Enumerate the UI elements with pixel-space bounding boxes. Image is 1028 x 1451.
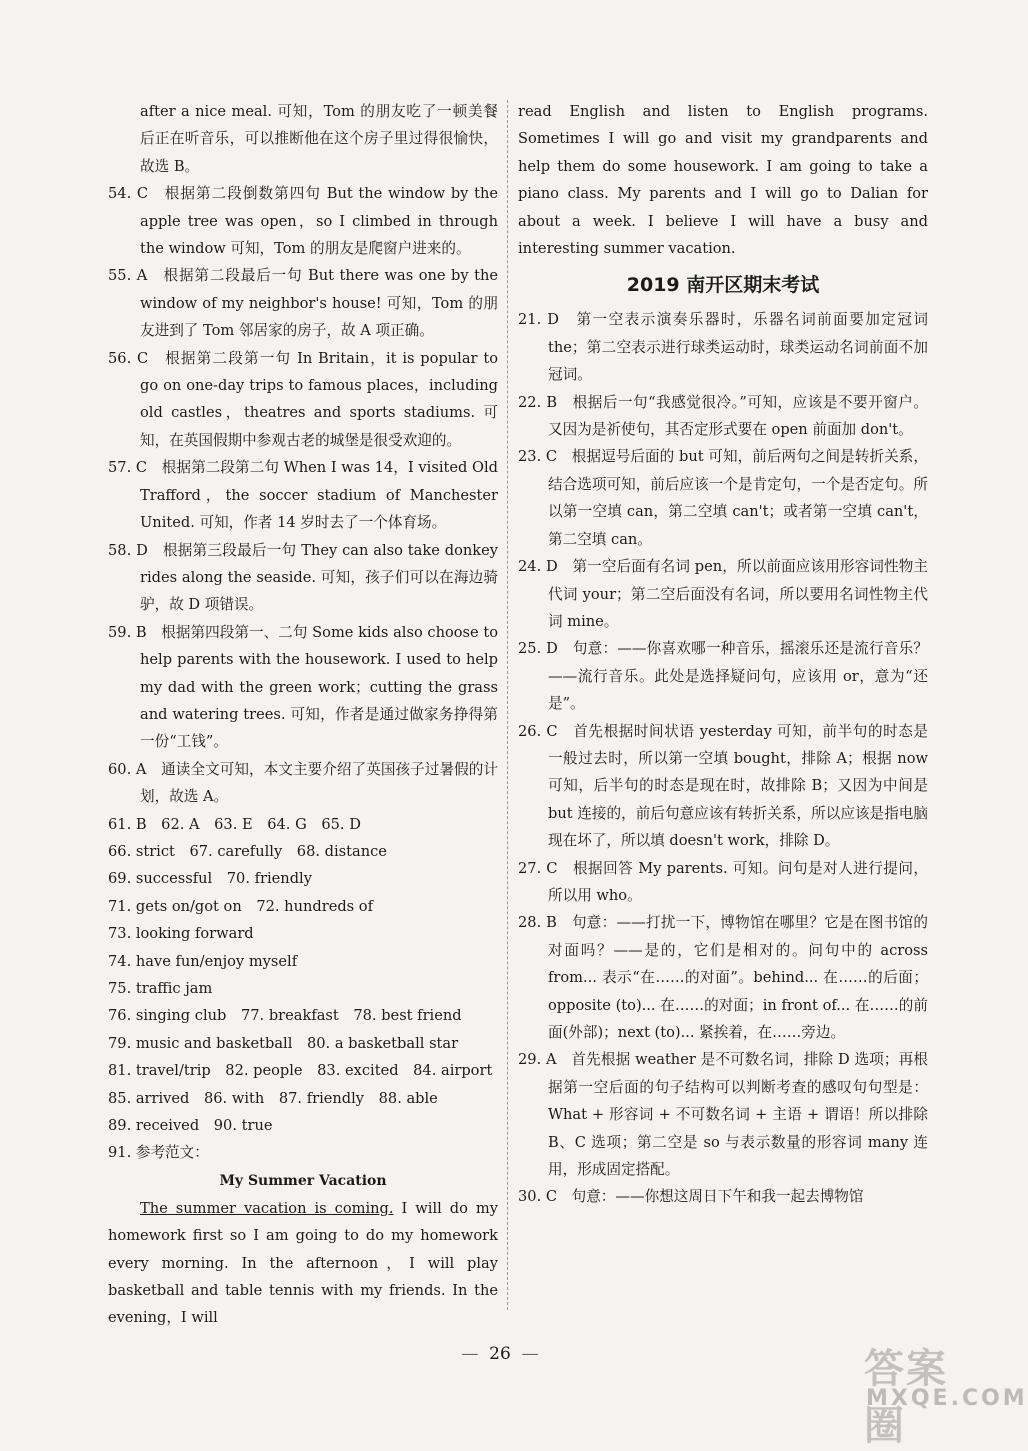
answer-item: 23. C 根据逗号后面的 but 可知，前后两句之间是转折关系，结合选项可知，前后应该一个是肯定句，一个是否定句。所以第一空填 can，第二空填 can't；或者第一空填 can't，第二空填 can。: [518, 448, 928, 548]
essay-underlined-sentence: The summer vacation is coming.: [140, 1199, 394, 1217]
answer-item: 28. B 句意：——打扰一下，博物馆在哪里？它是在图书馆的对面吗？——是的，它们是相对的。问句中的 across from... 表示“在……的对面”。behind... 在……的后面；opposite (to)... 在……的对面；in front of... 在……的前面(外部)；next (to)... 紧挨着，在……旁边。: [518, 914, 928, 1041]
answer-item: 76. singing club 77. breakfast 78. best friend: [108, 1007, 462, 1025]
essay-text: I will do my homework first so I am going to do my homework every morning. In the afternoon，I will play basketball and table tennis with my friends. In the evening，I will: [108, 1199, 499, 1327]
answer-item: after a nice meal. 可知，Tom 的朋友吃了一顿美餐后正在听音乐，可以推断他在这个房子里过得很愉快，故选 B。: [140, 103, 498, 175]
answer-item: 55. A 根据第二段最后一句 But there was one by the window of my neighbor's house! 可知，Tom 的朋友进到了 Tom 邻居家的房子，故 A 项正确。: [108, 267, 498, 340]
watermark-logo: [860, 1335, 1028, 1449]
answer-item: 25. D 句意：——你喜欢哪一种音乐，摇滚乐还是流行音乐？——流行音乐。此处是选择疑问句，应该用 or，意为“还是”。: [518, 640, 928, 713]
page-number: — 26 —: [461, 1344, 539, 1364]
answer-item: 21. D 第一空表示演奏乐器时，乐器名词前面要加定冠词 the；第二空表示进行球类运动时，球类运动名词前面不加冠词。: [518, 311, 928, 384]
answer-item: 73. looking forward: [108, 925, 254, 943]
answer-item: 58. D 根据第三段最后一句 They can also take donkey rides along the seaside. 可知，孩子们可以在海边骑驴，故 D 项错误。: [108, 541, 498, 614]
answer-item: 60. A 通读全文可知，本文主要介绍了英国孩子过暑假的计划，故选 A。: [108, 760, 498, 806]
left-column: [108, 98, 498, 1332]
answer-item: 79. music and basketball 80. a basketball star: [108, 1034, 459, 1052]
answer-item: 85. arrived 86. with 87. friendly 88. able: [108, 1089, 438, 1107]
answer-item: 59. B 根据第四段第一、二句 Some kids also choose to help parents with the housework. I used to help my dad with the green work；cutting the grass and watering trees. 可知，作者是通过做家务挣得第一份“工钱”。: [108, 623, 498, 751]
column-divider: [507, 100, 508, 1310]
answer-item: 71. gets on/got on 72. hundreds of: [108, 897, 373, 915]
answer-item: 75. traffic jam: [108, 980, 213, 997]
answer-item: 69. successful 70. friendly: [108, 870, 312, 888]
left-answer-list: [108, 98, 498, 1167]
answer-item: 61. B 62. A 63. E 64. G 65. D: [108, 815, 361, 833]
page-number-value: 26: [489, 1344, 511, 1364]
answer-item: 27. C 根据回答 My parents. 可知。问句是对人进行提问，所以用 who。: [518, 859, 928, 904]
answer-item: 54. C 根据第二段倒数第四句 But the window by the apple tree was open，so I climbed in through the window 可知，Tom 的朋友是爬窗户进来的。: [108, 185, 498, 258]
answer-item: 56. C 根据第二段第一句 In Britain，it is popular to go on one-day trips to famous places，including old castles，theatres and sports stadiums. 可知，在英国假期中参观古老的城堡是很受欢迎的。: [108, 349, 498, 449]
answer-item: 22. B 根据后一句“我感觉很冷。”可知，应该是不要开窗户。又因为是祈使句，其否定形式要在 open 前面加 don't。: [518, 393, 928, 439]
answer-item: 30. C 句意：——你想这周日下午和我一起去博物馆: [518, 1188, 864, 1206]
section-title: 2019 南开区期末考试: [626, 274, 820, 297]
answer-item: 29. A 首先根据 weather 是不可数名词，排除 D 选项；再根据第一空后面的句子结构可以判断考查的感叹句句型是：What + 形容词 + 不可数名词 + 主语 + 谓语！所以排除 B、C 选项；第二空是 so 与表示数量的形容词 many 连用，形成固定搭配。: [518, 1051, 928, 1179]
essay-paragraph: [108, 1195, 498, 1332]
answer-item: 57. C 根据第二段第二句 When I was 14，I visited Old Trafford，the soccer stadium of Manchester United. 可知，作者 14 岁时去了一个体育场。: [108, 459, 498, 532]
answer-item: 26. C 首先根据时间状语 yesterday 可知，前半句的时态是一般过去时，所以第一空填 bought，排除 A；根据 now 可知，后半句的时态是现在时，故排除 B；又因为中间是 but 连接的，前后句意应该有转折关系，所以应该是指电脑现在坏了，所以填 doesn't work，排除 D。: [518, 722, 928, 850]
answer-item: 66. strict 67. carefully 68. distance: [108, 842, 387, 860]
essay-title: My Summer Vacation: [219, 1172, 387, 1189]
right-column: [518, 98, 928, 1211]
watermark-logo-text: 答案圈: [864, 1346, 948, 1449]
answer-item: 74. have fun/enjoy myself: [108, 952, 298, 970]
essay-continued: read English and listen to English programs. Sometimes I will go and visit my grandparents and help them do some housework. I am going to take a piano class. My parents and I will go to Dalian for about a week. I believe I will have a busy and interesting summer vacation.: [518, 103, 928, 258]
answer-item: 81. travel/trip 82. people 83. excited 84. airport: [108, 1062, 493, 1080]
answer-item: 24. D 第一空后面有名词 pen，所以前面应该用形容词性物主代词 your；第二空后面没有名词，所以要用名词性物主代词 mine。: [518, 558, 928, 630]
right-answer-list: [518, 306, 928, 1210]
answer-item: 91. 参考范文：: [108, 1144, 209, 1162]
watermark-site: MXQE.COM: [866, 1386, 1028, 1411]
answer-item: 89. received 90. true: [108, 1117, 273, 1135]
